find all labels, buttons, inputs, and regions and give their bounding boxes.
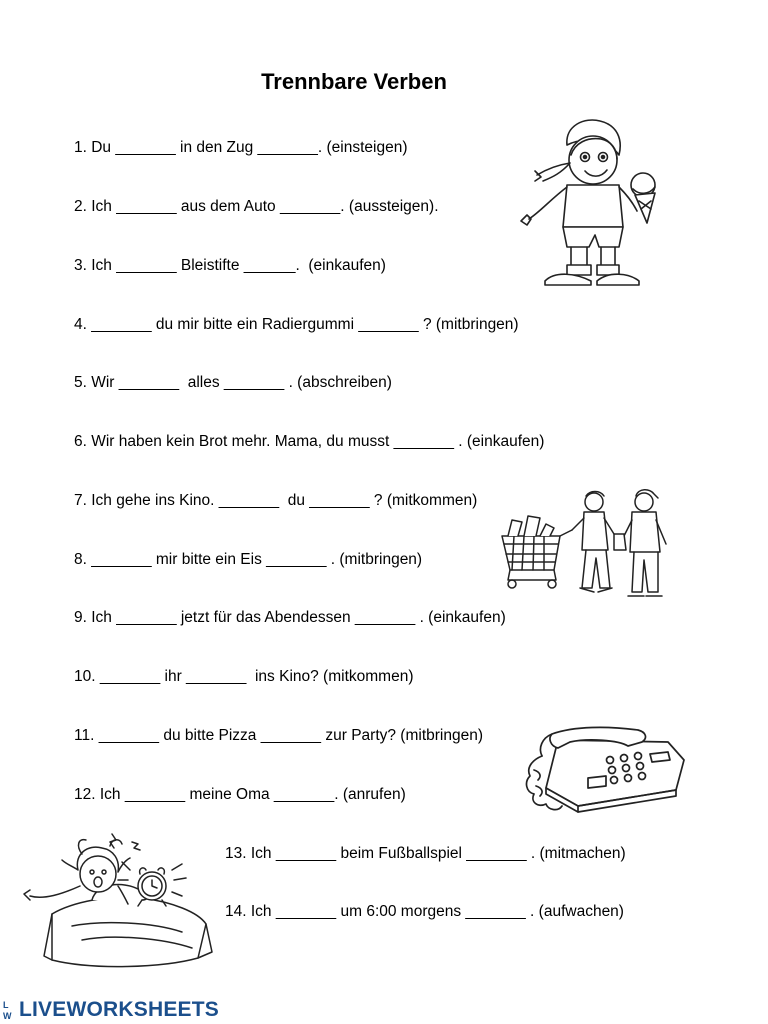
- sentence-7: 7. Ich gehe ins Kino. _______ du _______ ? (mitkommen): [74, 492, 478, 509]
- girl-with-ice-cream-illustration: [515, 115, 675, 290]
- worksheet-title: Trennbare Verben: [261, 69, 447, 94]
- liveworksheets-footer: [2, 996, 219, 1024]
- brand-name: LIVEWORKSHEETS: [19, 998, 219, 1021]
- liveworksheets-logo-icon: [2, 999, 16, 1021]
- sentence-10: 10. _______ ihr _______ ins Kino? (mitkommen): [74, 668, 414, 685]
- waking-up-illustration: [22, 830, 222, 975]
- sentence-8: 8. _______ mir bitte ein Eis _______ . (mitbringen): [74, 551, 423, 568]
- shopping-cart-illustration: [498, 488, 678, 603]
- sentence-4: 4. _______ du mir bitte ein Radiergummi _______ ? (mitbringen): [74, 316, 519, 333]
- sentence-12: 12. Ich _______ meine Oma _______. (anrufen): [74, 786, 406, 803]
- sentence-11: 11. _______ du bitte Pizza _______ zur Party? (mitbringen): [74, 727, 483, 744]
- sentence-13: 13. Ich _______ beim Fußballspiel _______ . (mitmachen): [225, 845, 626, 862]
- sentence-2: 2. Ich _______ aus dem Auto _______. (aussteigen).: [74, 198, 439, 215]
- sentence-5: 5. Wir _______ alles _______ . (abschreiben): [74, 374, 392, 391]
- sentence-3: 3. Ich _______ Bleistifte ______. (einkaufen): [74, 257, 386, 274]
- sentence-9: 9. Ich _______ jetzt für das Abendessen _______ . (einkaufen): [74, 609, 506, 626]
- logo-letter-l: L: [3, 1000, 9, 1010]
- sentence-14: 14. Ich _______ um 6:00 morgens _______ . (aufwachen): [225, 903, 624, 920]
- telephone-illustration: [518, 720, 688, 815]
- sentence-6: 6. Wir haben kein Brot mehr. Mama, du musst _______ . (einkaufen): [74, 433, 545, 450]
- sentence-1: 1. Du _______ in den Zug _______. (einsteigen): [74, 139, 408, 156]
- logo-letter-w: W: [3, 1011, 12, 1021]
